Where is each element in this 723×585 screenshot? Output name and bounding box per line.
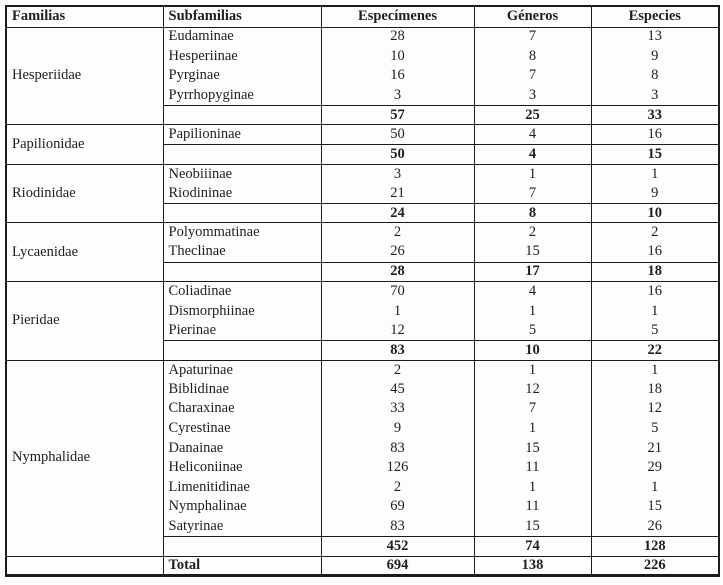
specimens-cell: 83	[321, 438, 474, 458]
specimens-cell: 2	[321, 223, 474, 243]
subfamily-row	[6, 125, 719, 145]
species-cell: 1	[591, 360, 719, 380]
specimens-cell: 21	[321, 184, 474, 204]
specimens-cell: 126	[321, 458, 474, 478]
specimens-cell: 3	[321, 164, 474, 184]
subtotal-empty-cell	[163, 262, 321, 282]
subtotal-empty-cell	[163, 203, 321, 223]
specimens-cell: 16	[321, 66, 474, 86]
species-cell: 2	[591, 223, 719, 243]
subfamily-cell: Polyommatinae	[163, 223, 321, 243]
subtotal-specimens-cell: 50	[321, 145, 474, 165]
species-cell: 1	[591, 301, 719, 321]
family-cell: Riodinidae	[6, 164, 163, 223]
header-row	[6, 6, 719, 27]
subfamily-cell: Theclinae	[163, 243, 321, 263]
subfamily-cell: Satyrinae	[163, 517, 321, 537]
total-label: Total	[163, 556, 321, 576]
species-cell: 9	[591, 47, 719, 67]
subtotal-genera-cell: 74	[474, 536, 591, 556]
subfamily-cell: Coliadinae	[163, 282, 321, 302]
genera-cell: 8	[474, 47, 591, 67]
species-cell: 13	[591, 27, 719, 47]
specimens-cell: 50	[321, 125, 474, 145]
genera-cell: 1	[474, 478, 591, 498]
genera-cell: 15	[474, 517, 591, 537]
genera-cell: 11	[474, 458, 591, 478]
total-empty-cell	[6, 556, 163, 576]
genera-cell: 3	[474, 86, 591, 106]
butterfly-taxonomy-table	[5, 5, 720, 577]
subfamily-cell: Pyrginae	[163, 66, 321, 86]
subtotal-specimens-cell: 24	[321, 203, 474, 223]
subfamily-cell: Limenitidinae	[163, 478, 321, 498]
subfamily-row	[6, 282, 719, 302]
subtotal-species-cell: 128	[591, 536, 719, 556]
column-header-generos: Géneros	[474, 6, 591, 27]
subtotal-genera-cell: 4	[474, 145, 591, 165]
specimens-cell: 1	[321, 301, 474, 321]
subtotal-empty-cell	[163, 105, 321, 125]
species-cell: 16	[591, 125, 719, 145]
species-cell: 26	[591, 517, 719, 537]
total-specimens-cell: 694	[321, 556, 474, 576]
family-cell: Lycaenidae	[6, 223, 163, 282]
subtotal-empty-cell	[163, 145, 321, 165]
family-cell: Hesperiidae	[6, 27, 163, 125]
family-cell: Nymphalidae	[6, 360, 163, 556]
specimens-cell: 28	[321, 27, 474, 47]
subtotal-species-cell: 22	[591, 341, 719, 361]
subfamily-cell: Heliconiinae	[163, 458, 321, 478]
specimens-cell: 33	[321, 399, 474, 419]
genera-cell: 2	[474, 223, 591, 243]
specimens-cell: 3	[321, 86, 474, 106]
specimens-cell: 10	[321, 47, 474, 67]
subtotal-specimens-cell: 452	[321, 536, 474, 556]
specimens-cell: 12	[321, 321, 474, 341]
family-cell: Pieridae	[6, 282, 163, 360]
table-body	[6, 27, 719, 576]
specimens-cell: 45	[321, 380, 474, 400]
genera-cell: 7	[474, 27, 591, 47]
subtotal-species-cell: 18	[591, 262, 719, 282]
subfamily-cell: Hesperiinae	[163, 47, 321, 67]
specimens-cell: 69	[321, 497, 474, 517]
specimens-cell: 9	[321, 419, 474, 439]
subtotal-specimens-cell: 28	[321, 262, 474, 282]
genera-cell: 12	[474, 380, 591, 400]
subtotal-empty-cell	[163, 536, 321, 556]
subfamily-cell: Papilioninae	[163, 125, 321, 145]
species-cell: 12	[591, 399, 719, 419]
total-species-cell: 226	[591, 556, 719, 576]
genera-cell: 4	[474, 282, 591, 302]
genera-cell: 7	[474, 66, 591, 86]
species-cell: 16	[591, 243, 719, 263]
subfamily-cell: Pierinae	[163, 321, 321, 341]
species-cell: 21	[591, 438, 719, 458]
subfamily-cell: Apaturinae	[163, 360, 321, 380]
specimens-cell: 70	[321, 282, 474, 302]
subtotal-empty-cell	[163, 341, 321, 361]
column-header-especimenes: Especímenes	[321, 6, 474, 27]
species-cell: 1	[591, 478, 719, 498]
subfamily-row	[6, 27, 719, 47]
genera-cell: 7	[474, 399, 591, 419]
subtotal-genera-cell: 25	[474, 105, 591, 125]
species-cell: 18	[591, 380, 719, 400]
table-header	[6, 6, 719, 27]
subtotal-specimens-cell: 57	[321, 105, 474, 125]
genera-cell: 7	[474, 184, 591, 204]
subfamily-row	[6, 164, 719, 184]
specimens-cell: 83	[321, 517, 474, 537]
genera-cell: 1	[474, 419, 591, 439]
total-row	[6, 556, 719, 576]
subfamily-cell: Neobiiinae	[163, 164, 321, 184]
genera-cell: 15	[474, 243, 591, 263]
family-cell: Papilionidae	[6, 125, 163, 164]
subfamily-cell: Biblidinae	[163, 380, 321, 400]
specimens-cell: 2	[321, 360, 474, 380]
genera-cell: 11	[474, 497, 591, 517]
subfamily-cell: Eudaminae	[163, 27, 321, 47]
species-cell: 3	[591, 86, 719, 106]
total-genera-cell: 138	[474, 556, 591, 576]
column-header-especies: Especies	[591, 6, 719, 27]
genera-cell: 1	[474, 164, 591, 184]
subfamily-cell: Danainae	[163, 438, 321, 458]
species-cell: 9	[591, 184, 719, 204]
genera-cell: 4	[474, 125, 591, 145]
subfamily-row	[6, 223, 719, 243]
subtotal-genera-cell: 17	[474, 262, 591, 282]
subfamily-cell: Riodininae	[163, 184, 321, 204]
specimens-cell: 2	[321, 478, 474, 498]
subfamily-cell: Nymphalinae	[163, 497, 321, 517]
subtotal-genera-cell: 8	[474, 203, 591, 223]
subtotal-specimens-cell: 83	[321, 341, 474, 361]
genera-cell: 5	[474, 321, 591, 341]
genera-cell: 1	[474, 360, 591, 380]
column-header-familias: Familias	[6, 6, 163, 27]
subfamily-cell: Cyrestinae	[163, 419, 321, 439]
subfamily-cell: Pyrrhopyginae	[163, 86, 321, 106]
subtotal-species-cell: 15	[591, 145, 719, 165]
subfamily-cell: Charaxinae	[163, 399, 321, 419]
column-header-subfamilias: Subfamilias	[163, 6, 321, 27]
subfamily-row	[6, 360, 719, 380]
species-cell: 5	[591, 321, 719, 341]
species-cell: 15	[591, 497, 719, 517]
species-cell: 1	[591, 164, 719, 184]
genera-cell: 1	[474, 301, 591, 321]
genera-cell: 15	[474, 438, 591, 458]
subtotal-genera-cell: 10	[474, 341, 591, 361]
species-cell: 16	[591, 282, 719, 302]
subtotal-species-cell: 33	[591, 105, 719, 125]
subtotal-species-cell: 10	[591, 203, 719, 223]
subfamily-cell: Dismorphiinae	[163, 301, 321, 321]
species-cell: 8	[591, 66, 719, 86]
species-cell: 5	[591, 419, 719, 439]
species-cell: 29	[591, 458, 719, 478]
specimens-cell: 26	[321, 243, 474, 263]
